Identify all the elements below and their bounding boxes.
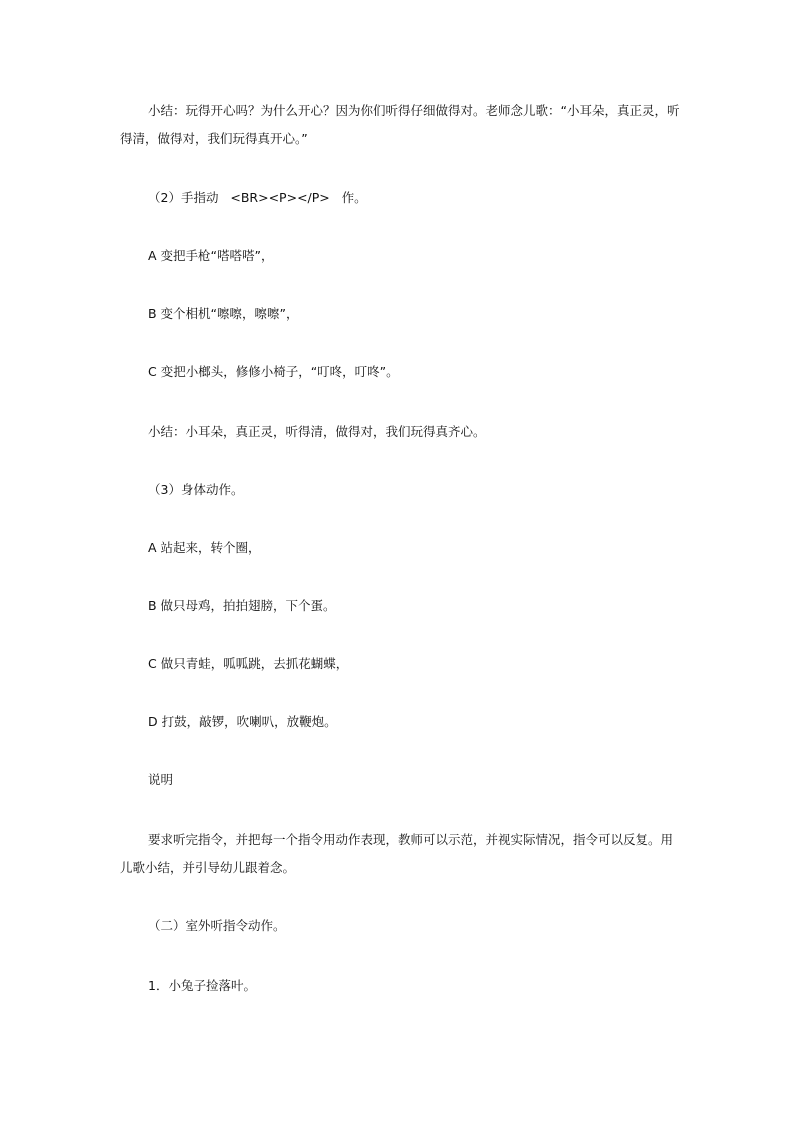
paragraph-item-c-hammer: C 变把小榔头，修修小椅子，“叮咚，叮咚”。 bbox=[148, 364, 399, 379]
paragraph-explanation-body: 要求听完指令，并把每一个指令用动作表现，教师可以示范，并视实际情况，指令可以反复。用儿歌小结，并引导幼儿跟着念。 bbox=[120, 832, 674, 875]
paragraph-item-b-camera: B 变个相机“嚓嚓，嚓嚓”， bbox=[148, 306, 299, 321]
paragraph-item-c-frog: C 做只青蛙，呱呱跳，去抓花蝴蝶， bbox=[148, 656, 349, 671]
paragraph-summary-1: 小结：玩得开心吗？为什么开心？因为你们听得仔细做得对。老师念儿歌：“小耳朵，真正灵，听得清，做得对，我们玩得真开心。” bbox=[120, 103, 680, 146]
paragraph-finger-actions-heading: （2）手指动 <BR><P></P> 作。 bbox=[148, 190, 367, 205]
paragraph-summary-2: 小结：小耳朵，真正灵，听得清，做得对，我们玩得真齐心。 bbox=[148, 424, 486, 439]
paragraph-item-a-gun: A 变把手枪“嗒嗒嗒”， bbox=[148, 248, 274, 263]
paragraph-body-actions-heading: （3）身体动作。 bbox=[148, 482, 244, 497]
paragraph-item-d-drum: D 打鼓，敲锣，吹喇叭，放鞭炮。 bbox=[148, 714, 337, 729]
paragraph-item-a-stand: A 站起来，转个圈， bbox=[148, 540, 261, 555]
paragraph-explanation-heading: 说明 bbox=[148, 772, 174, 787]
paragraph-outdoor-heading: （二）室外听指令动作。 bbox=[148, 918, 286, 933]
paragraph-rabbit-leaves: 1．小兔子捡落叶。 bbox=[148, 978, 256, 993]
paragraph-item-b-hen: B 做只母鸡，拍拍翅膀，下个蛋。 bbox=[148, 598, 336, 613]
